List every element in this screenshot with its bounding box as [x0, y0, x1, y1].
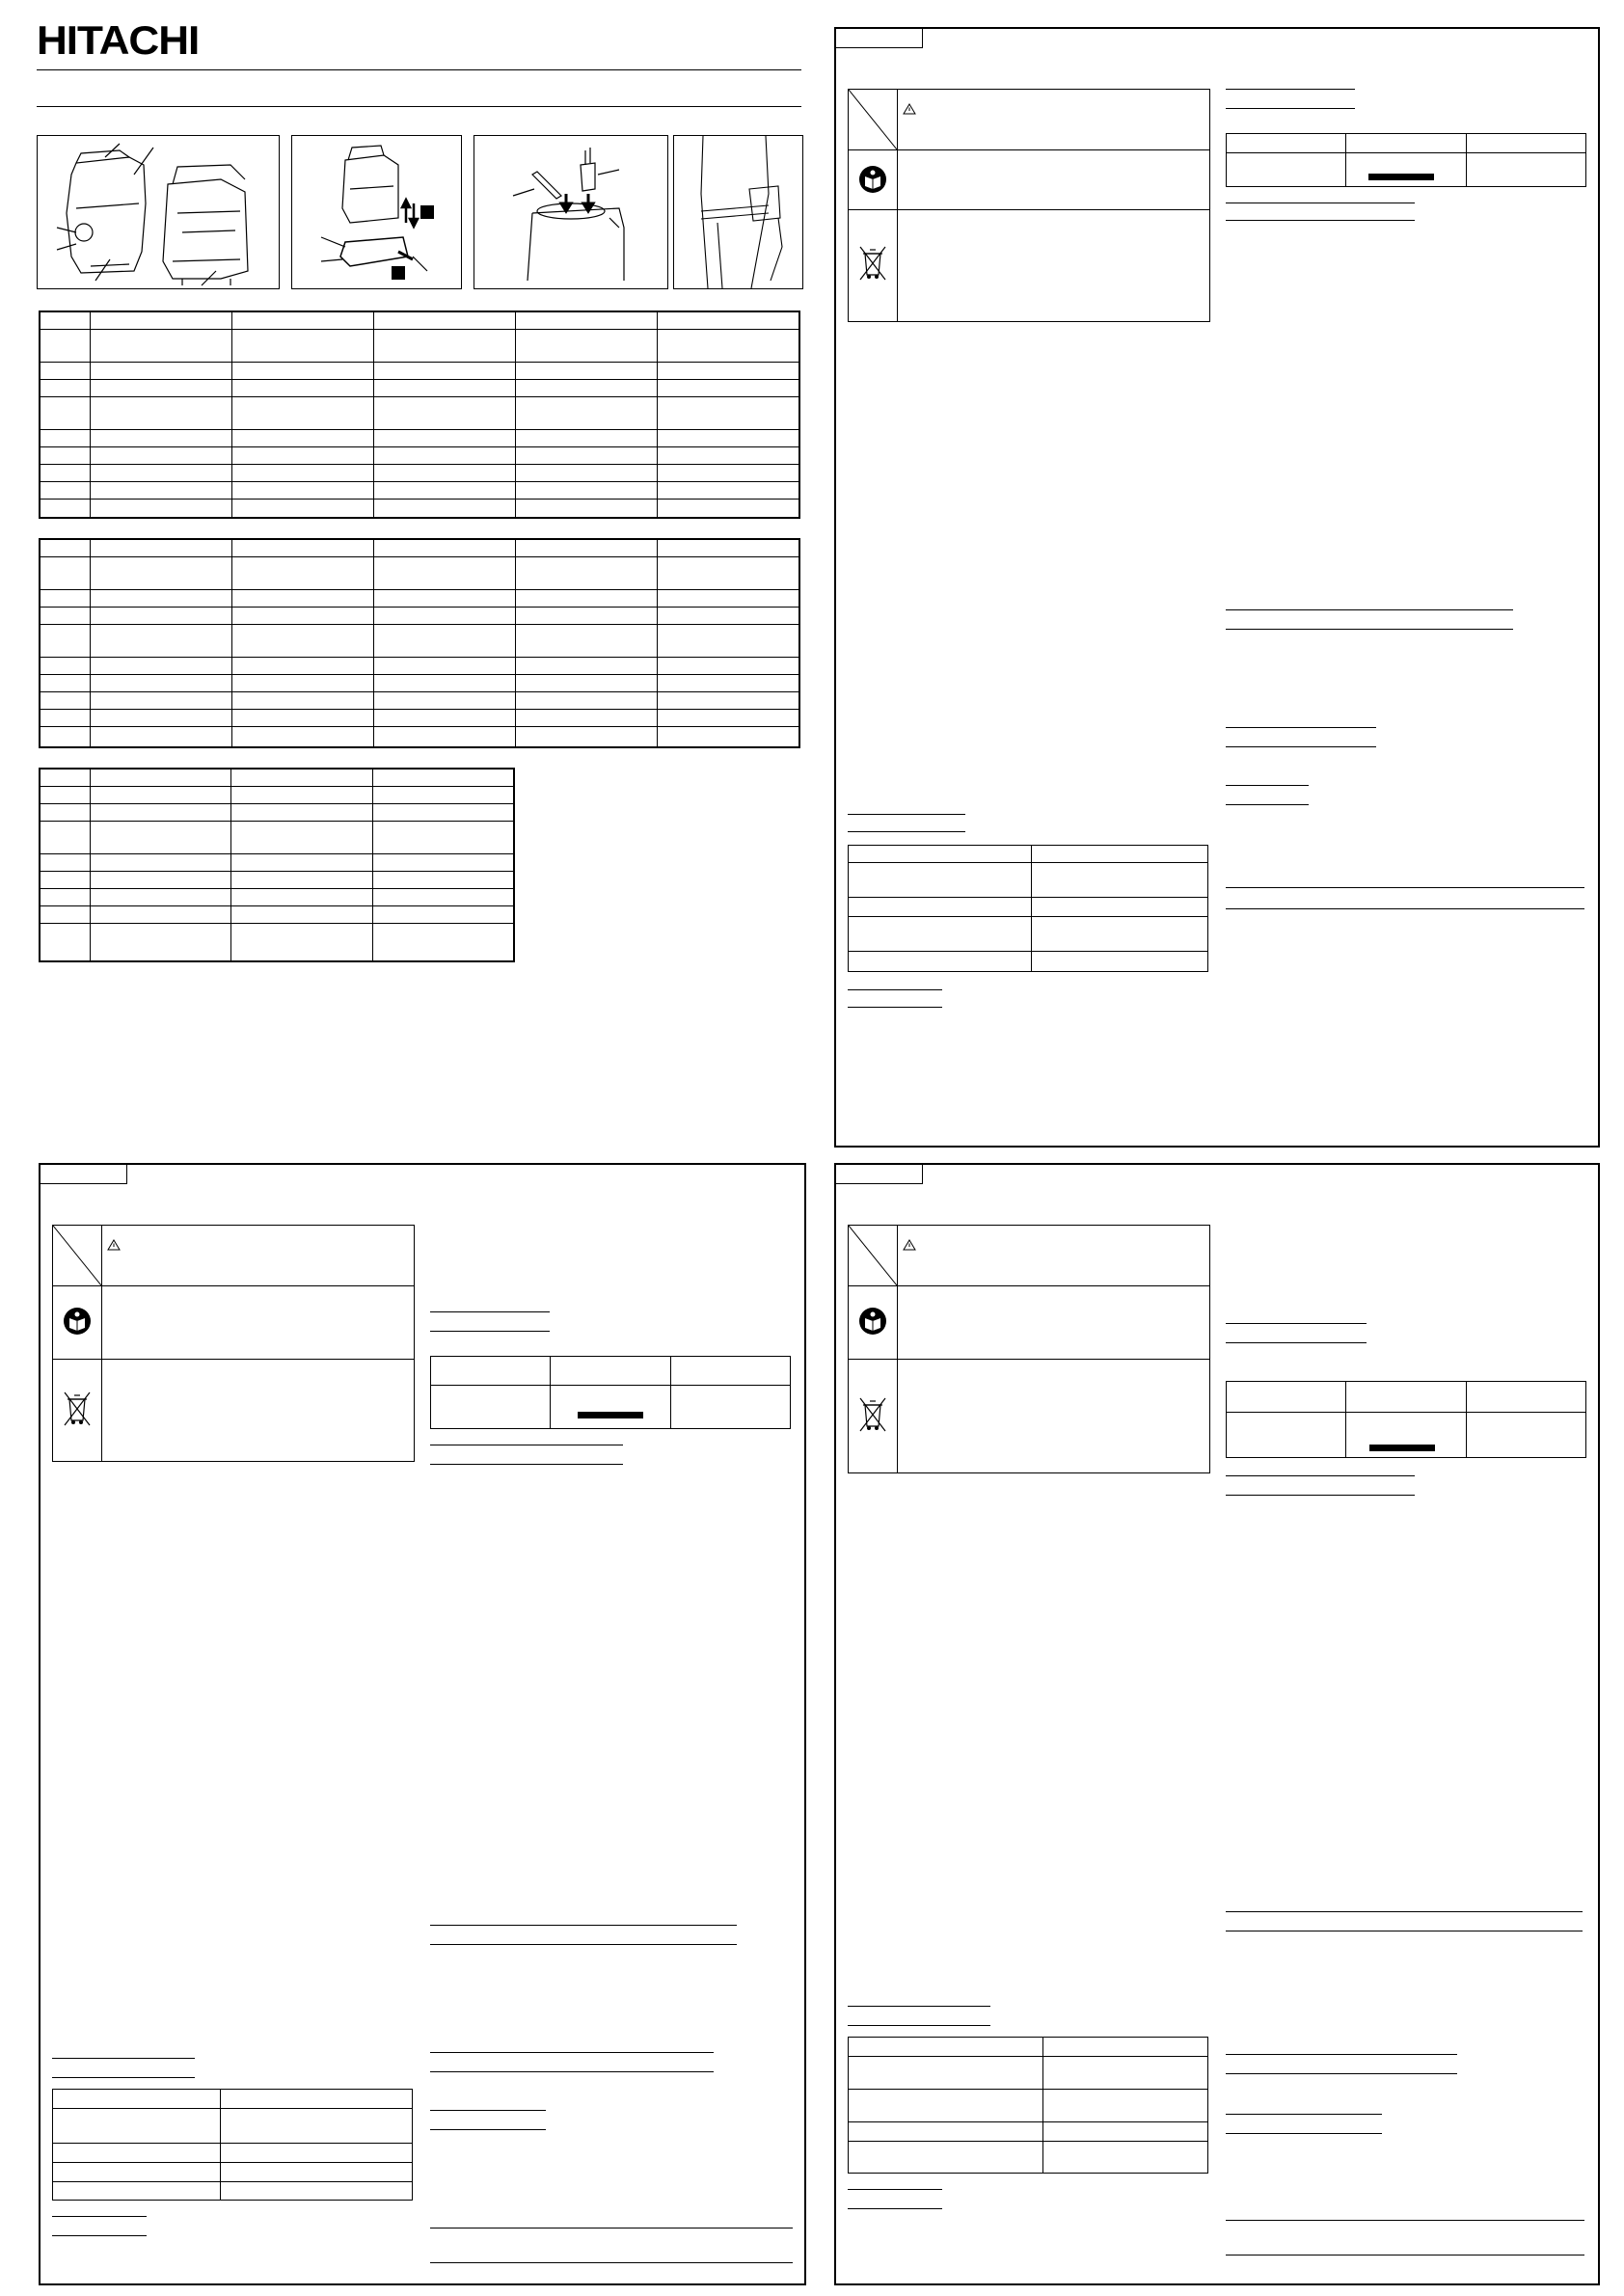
diagonal-cell [53, 1226, 101, 1285]
spec-table-2 [39, 538, 800, 748]
read-manual-icon [858, 1307, 887, 1336]
language-panel-top-right [834, 27, 1600, 1148]
charging-time-table [848, 845, 1208, 972]
language-tab [834, 27, 923, 48]
spec-table-3 [39, 768, 515, 962]
symbols-table [848, 89, 1210, 322]
belt-hook-illustration [674, 136, 802, 288]
crossed-out-bin-icon [858, 244, 887, 283]
header-rule-1 [37, 69, 801, 70]
figure-2 [291, 135, 462, 289]
diagonal-cell [849, 90, 897, 149]
warning-triangle-icon [903, 103, 916, 115]
figure-1 [37, 135, 280, 289]
step-marker-b [392, 266, 405, 280]
crossed-out-bin-icon [63, 1390, 92, 1428]
impact-driver-views-illustration [38, 136, 279, 288]
figure-4 [673, 135, 803, 289]
figure-3 [474, 135, 668, 289]
diagonal-cell [849, 1226, 897, 1285]
read-manual-icon [858, 165, 887, 194]
symbols-table [52, 1225, 415, 1462]
language-tab [834, 1163, 923, 1184]
battery-insert-illustration [292, 136, 461, 288]
brand-logo: HITACHI [37, 17, 200, 63]
indicator-bar [1368, 174, 1434, 180]
symbols-table [848, 1225, 1210, 1473]
crossed-out-bin-icon [858, 1395, 887, 1434]
spec-table-1 [39, 311, 800, 519]
warning-triangle-icon [107, 1239, 121, 1251]
charging-time-table [848, 2037, 1208, 2174]
indicator-bar [578, 1412, 643, 1418]
indicator-bar [1369, 1445, 1435, 1451]
charging-time-table [52, 2089, 413, 2201]
language-tab [39, 1163, 127, 1184]
read-manual-icon [63, 1307, 92, 1336]
warning-triangle-icon [903, 1239, 916, 1251]
bit-insert-illustration [474, 136, 667, 288]
language-panel-bottom-right [834, 1163, 1600, 2285]
language-panel-bottom-left [39, 1163, 806, 2285]
step-marker-a [420, 205, 434, 219]
header-rule-2 [37, 106, 801, 107]
